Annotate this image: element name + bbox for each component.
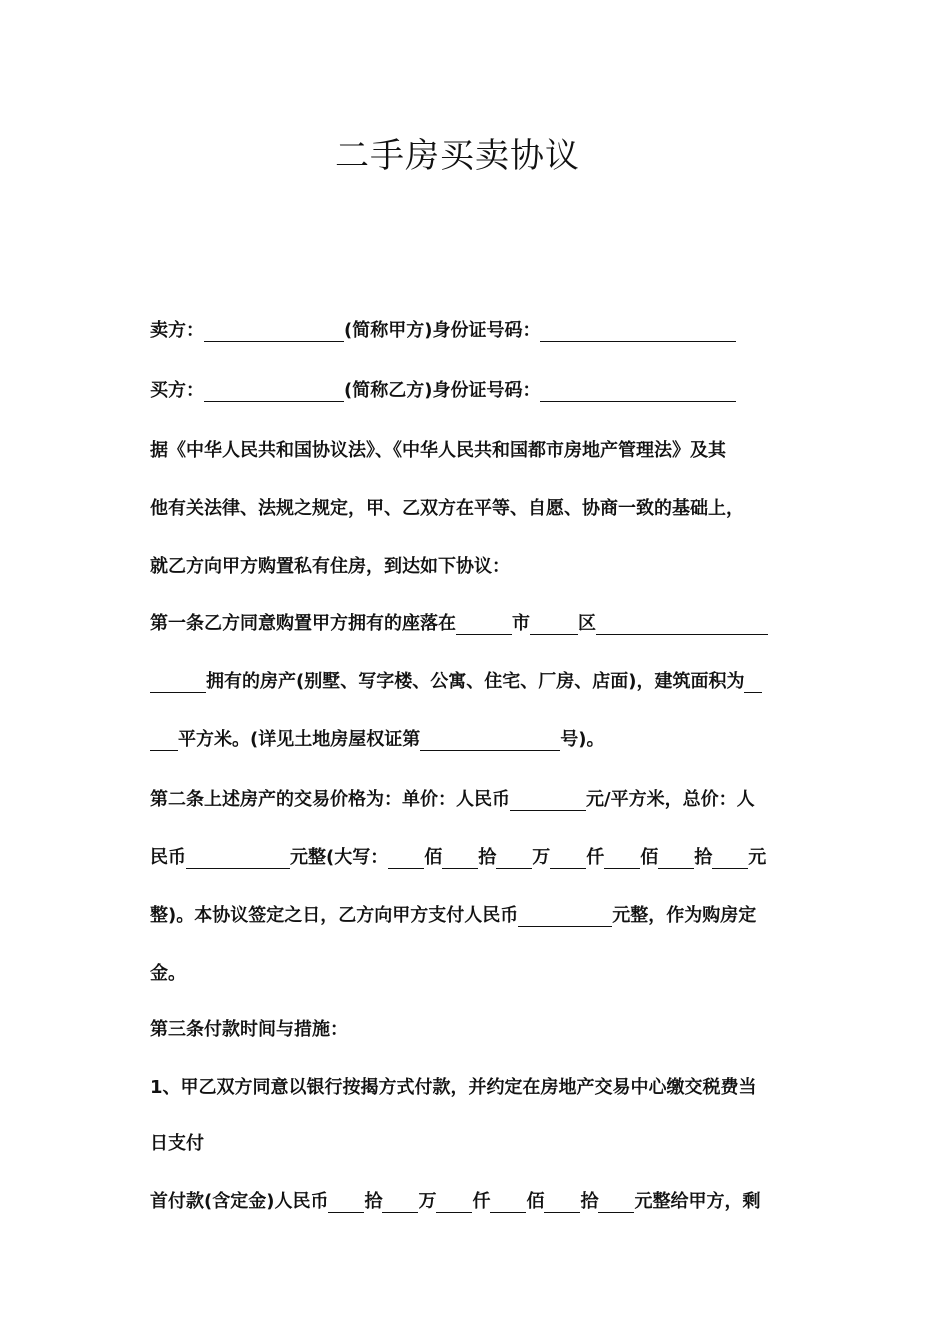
preamble-line-1: 据《中华人民共和国协议法》、《中华人民共和国都市房地产管理法》及其: [150, 440, 726, 461]
article2-line-3: [150, 901, 756, 931]
article2-line3-start: 整)。本协议签定之日，乙方向甲方支付人民币: [150, 905, 519, 926]
article3-item1-line-1: 1、甲乙双方同意以银行按揭方式付款，并约定在房地产交易中心缴交税费当: [150, 1077, 757, 1098]
buyer-name-blank: [204, 379, 344, 402]
article2-line-4: 金。: [150, 963, 186, 984]
unit-label: 佰: [526, 1191, 545, 1212]
down-payment-end: 元整给甲方，剩: [634, 1191, 761, 1212]
document-title: 二手房买卖协议: [335, 136, 580, 176]
district-label: 区: [578, 613, 596, 634]
seller-id-blank: [540, 319, 736, 342]
area-blank-cont: [150, 728, 178, 751]
amount-blank: [496, 846, 532, 869]
down-payment-text: 首付款(含定金)人民币: [150, 1191, 329, 1212]
unit-label: 拾: [364, 1191, 383, 1212]
buyer-label: 买方：: [150, 380, 204, 401]
article3-heading: 第三条付款时间与措施：: [150, 1019, 348, 1040]
amount-blank: [598, 1190, 634, 1213]
article2-line-2: [150, 843, 766, 873]
certificate-blank: [420, 728, 560, 751]
amount-blank: [388, 846, 424, 869]
unit-label: 佰: [424, 847, 443, 868]
unit-label: 万: [418, 1191, 437, 1212]
unit-label: 仟: [472, 1191, 491, 1212]
city-label: 市: [512, 613, 530, 634]
amount-blank: [712, 846, 748, 869]
article3-item1-line-2: 日支付: [150, 1133, 204, 1154]
article2-text: 第二条上述房产的交易价格为：单价：人民币: [150, 789, 510, 810]
article1-line3-end: 号)。: [560, 729, 605, 750]
unit-label: 仟: [586, 847, 605, 868]
buyer-alias: (简称乙方)身份证号码：: [344, 380, 541, 401]
article1-text: 第一条乙方同意购置甲方拥有的座落在: [150, 613, 456, 634]
article1-line-1: [150, 609, 768, 639]
unit-price-blank: [510, 788, 586, 811]
unit-label: 拾: [478, 847, 497, 868]
amount-blank: [544, 1190, 580, 1213]
article2-line2-mid: 元整(大写：: [290, 847, 389, 868]
amount-blank: [442, 846, 478, 869]
article2-line2-start: 民币: [150, 847, 186, 868]
article1-line3-text: 平方米。(详见土地房屋权证第: [178, 729, 421, 750]
article1-line2-text: 拥有的房产(别墅、写字楼、公寓、住宅、厂房、店面)，建筑面积为: [206, 671, 745, 692]
area-blank: [744, 670, 762, 693]
seller-line: [150, 316, 736, 346]
article2-line1-mid: 元/平方米，总价：人: [586, 789, 755, 810]
address-blank: [596, 612, 768, 635]
amount-blank: [436, 1190, 472, 1213]
unit-label: 拾: [694, 847, 713, 868]
address-blank-cont: [150, 670, 206, 693]
seller-name-blank: [204, 319, 344, 342]
buyer-line: [150, 376, 736, 406]
district-blank: [530, 612, 578, 635]
seller-alias: (简称甲方)身份证号码：: [344, 320, 541, 341]
city-blank: [456, 612, 512, 635]
article1-line-2: [150, 667, 762, 697]
buyer-id-blank: [540, 379, 736, 402]
article1-line-3: [150, 725, 604, 755]
total-price-blank: [186, 846, 290, 869]
amount-blank: [490, 1190, 526, 1213]
preamble-line-2: 他有关法律、法规之规定，甲、乙双方在平等、自愿、协商一致的基础上，: [150, 498, 744, 519]
article2-line3-end: 元整，作为购房定: [612, 905, 757, 926]
amount-blank: [328, 1190, 364, 1213]
unit-label: 拾: [580, 1191, 599, 1212]
amount-blank: [550, 846, 586, 869]
unit-label: 佰: [640, 847, 659, 868]
unit-label: 元: [748, 847, 767, 868]
unit-label: 万: [532, 847, 551, 868]
article3-item1-line-3: [150, 1187, 760, 1217]
amount-blank: [658, 846, 694, 869]
amount-blank: [604, 846, 640, 869]
article2-line-1: [150, 785, 755, 815]
preamble-line-3: 就乙方向甲方购置私有住房，到达如下协议：: [150, 556, 510, 577]
deposit-blank: [518, 904, 612, 927]
amount-blank: [382, 1190, 418, 1213]
seller-label: 卖方：: [150, 320, 204, 341]
